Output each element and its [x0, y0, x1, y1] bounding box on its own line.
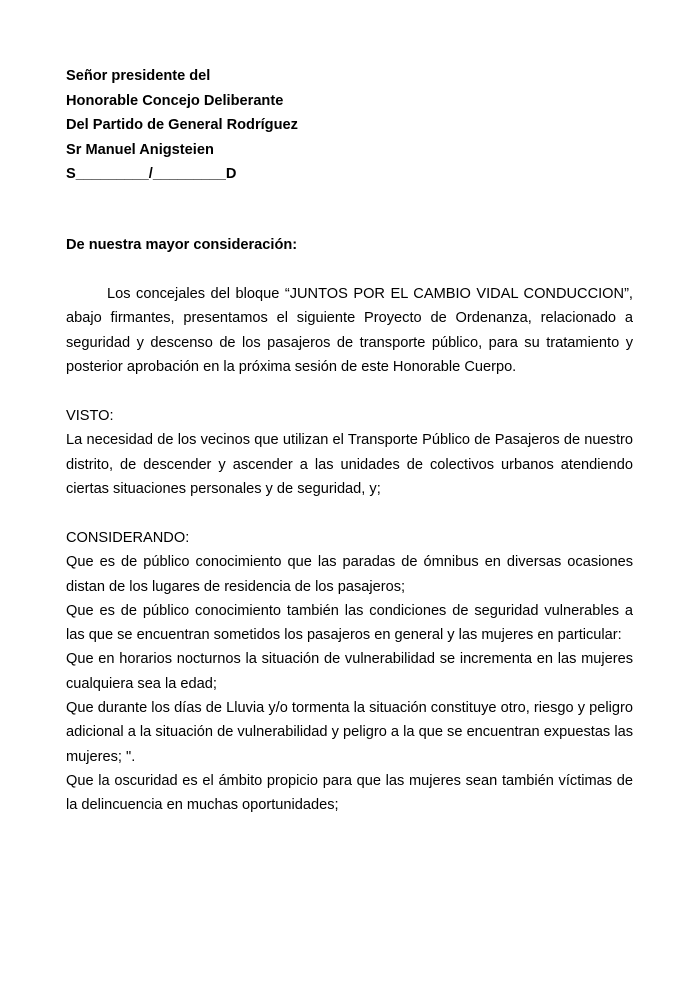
addressee-line-5: S_________/_________D [66, 166, 237, 183]
considerando-section [66, 526, 633, 818]
salutation: De nuestra mayor consideración: [66, 237, 298, 253]
addressee-line-4: Sr Manuel Anigsteien [66, 141, 214, 158]
considerando-item: Que es de público conocimiento también las condiciones de seguridad vulnerables a las que se encuentran sometidos los pasajeros en general y las mujeres en particular: [66, 602, 633, 644]
considerando-item: Que en horarios nocturnos la situación de vulnerabilidad se incrementa en las mujeres cualquiera sea la edad; [66, 651, 633, 692]
intro-paragraph: Los concejales del bloque “JUNTOS POR EL CAMBIO VIDAL CONDUCCION”, abajo firmantes, presentamos el siguiente Proyecto de Ordenanza, relacionado a seguridad y descenso de los pasajeros de transporte público, para su tratamiento y posterior aprobación en la próxima sesión de este Honorable Cuerpo. [66, 286, 633, 375]
addressee-line-3: Del Partido de General Rodríguez [66, 117, 298, 134]
addressee-line-2: Honorable Concejo Deliberante [66, 92, 284, 109]
considerando-item: Que durante los días de Lluvia y/o tormenta la situación constituye otro, riesgo y peligro adicional a la situación de vulnerabilidad y peligro a la que se encuentran expuestas las mujeres; ". [66, 700, 633, 765]
intro-section [66, 282, 633, 379]
considerando-item: Que es de público conocimiento que las paradas de ómnibus en diversas ocasiones distan de los lugares de residencia de los pasajeros; [66, 554, 633, 595]
addressee-block [66, 64, 298, 187]
visto-paragraph: La necesidad de los vecinos que utilizan el Transporte Público de Pasajeros de nuestro distrito, de descender y ascender a las unidades de colectivos urbanos atendiendo ciertas situaciones personales y de seguridad, y; [66, 432, 633, 497]
considerando-item: Que la oscuridad es el ámbito propicio para que las mujeres sean también víctimas de la delincuencia en muchas oportunidades; [66, 772, 633, 814]
considerando-heading: CONSIDERANDO: [66, 530, 190, 546]
addressee-line-1: Señor presidente del [66, 68, 211, 84]
visto-section [66, 404, 633, 501]
visto-heading: VISTO: [66, 408, 114, 424]
